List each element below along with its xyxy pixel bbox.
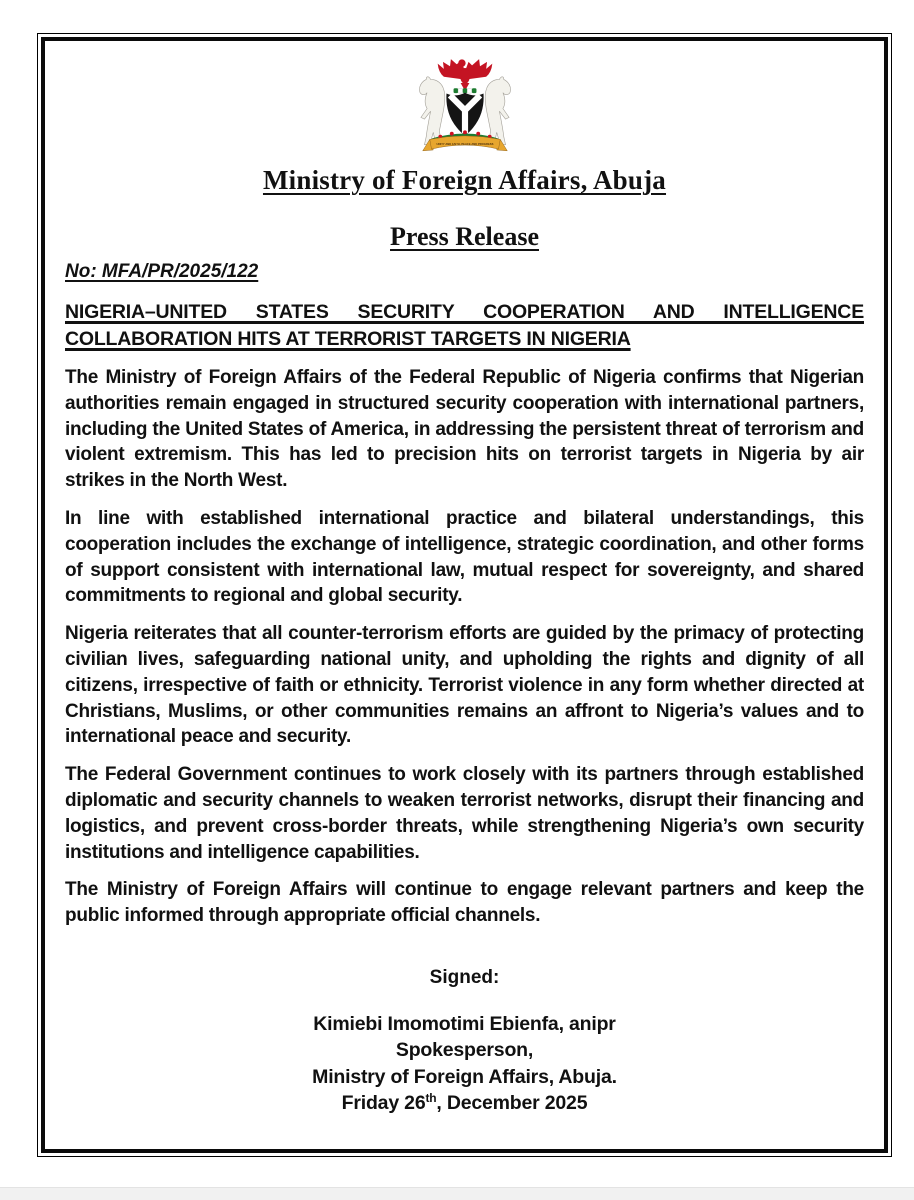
paragraph-3: Nigeria reiterates that all counter-terrorism efforts are guided by the primacy of protecting civilian lives, safeguarding national unity, and upholding the rights and dignity of all citizens, irrespective of faith or ethnicity. Terrorist violence in any form whether directed at Christians, Muslims, or other communities remains an affront to Nigeria’s values and to international peace and security. [65,623,864,748]
ministry-title: Ministry of Foreign Affairs, Abuja [262,165,667,195]
document-header [65,53,864,283]
date-prefix: Friday 26 [341,1092,426,1115]
motto-text: UNITY AND FAITH, PEACE AND PROGRESS [436,142,493,146]
release-date [65,1090,864,1119]
signatory-name: Kimiebi Imomotimi Ebienfa, anipr [313,1012,616,1035]
signatory-org: Ministry of Foreign Affairs, Abuja. [312,1065,617,1088]
eagle-icon [437,59,492,91]
paragraph-5: The Ministry of Foreign Affairs will continue to engage relevant partners and keep the public informed through appropriate official channels. [65,879,864,927]
document-border-outer [37,33,892,1157]
signature-block [65,1011,864,1119]
horse-right-icon [485,77,510,145]
release-headline [65,299,864,353]
signatory-role: Spokesperson, [395,1039,534,1062]
shield-icon [446,93,483,136]
headline-line-2: COLLABORATION HITS AT TERRORIST TARGETS IN NIGERIA [65,328,631,350]
headline-line-1: NIGERIA–UNITED STATES SECURITY COOPERATION AND INTELLIGENCE [65,301,864,323]
torse-icon [453,88,476,93]
press-release-heading: Press Release [390,222,539,251]
signed-label: Signed: [429,966,500,988]
date-ordinal-suffix: th [425,1091,437,1106]
date-suffix: , December 2025 [436,1092,588,1115]
paragraph-2: In line with established international practice and bilateral understandings, this cooperation includes the exchange of intelligence, strategic coordination, and other forms of support consistent with international law, mutual respect for sovereignty, and shared commitments to regional and global security. [65,507,864,607]
paragraph-1: The Ministry of Foreign Affairs of the Federal Republic of Nigeria confirms that Nigerian authorities remain engaged in structured security cooperation with international partners, including the United States of America, in addressing the persistent threat of terrorism and violent extremism. This has led to precision hits on terrorist targets in Nigeria by air strikes in the North West. [65,367,864,492]
reference-number: No: MFA/PR/2025/122 [65,261,259,282]
horse-left-icon [419,77,444,145]
viewer-bottom-strip [0,1187,914,1200]
nigeria-coat-of-arms-icon [412,53,518,157]
document-border-inner [41,37,888,1153]
paragraph-4: The Federal Government continues to work closely with its partners through established diplomatic and security channels to weaken terrorist networks, disrupt their financing and logistics, and prevent cross-border threats, while strengthening Nigeria’s own security institutions and intelligence capabilities. [65,764,864,863]
